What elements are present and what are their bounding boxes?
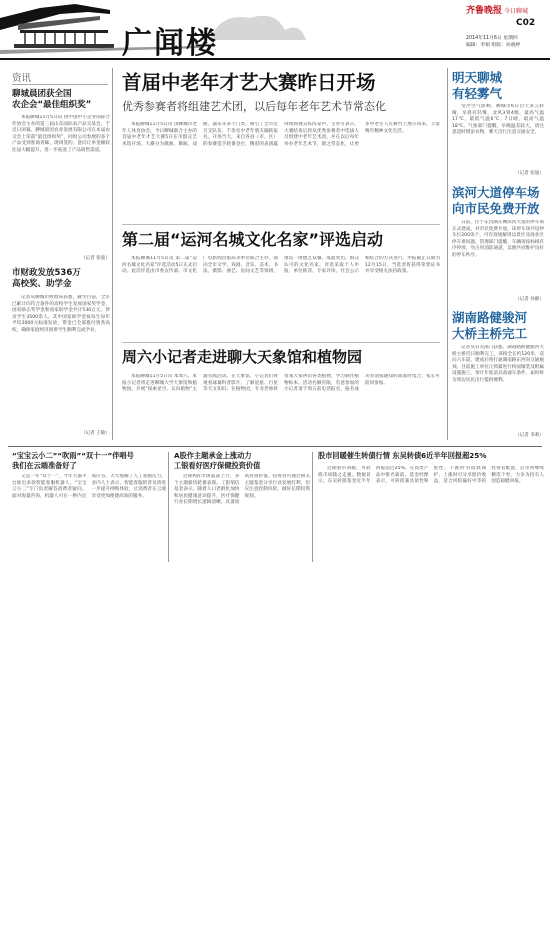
article-text: 本报聊城11月5日讯 本周六，本报小记者将走进聊城大学天象馆和植物园，开展“探索星空、认识植物”主题实践活动。在天象馆，小记者们将观看球幕科普影片，了解星座、行星等天文知识；在植物园，专业老师将带领大家辨识各类植物，学习制作植物标本。活动名额有限，有意参加的小记者请于周五前电话报名，报名成功者请按通知时间准时集合，家长可陪同参加。 xyxy=(122,374,440,393)
divider xyxy=(12,84,108,85)
article-title-award: 聊城晨团获全国 农企会“最佳组织奖” xyxy=(12,89,92,110)
main-subhead: 优秀参赛者将组建艺术团，以后每年老年艺术节常态化 xyxy=(122,100,386,113)
article-title-fund: A股作主题承金上涨动力 工银看好医疗保健投资价值 xyxy=(174,451,261,470)
article-signature: （记者 张迪） xyxy=(514,171,544,176)
column-divider xyxy=(112,68,113,440)
article-signature: （记者 王敏） xyxy=(80,431,110,436)
article-body-award xyxy=(12,115,110,255)
article-title-weather: 明天聊城 有轻雾气 xyxy=(452,70,503,101)
story-body-talent xyxy=(122,122,440,220)
article-title-parking: 滨河大道停车场 向市民免费开放 xyxy=(452,185,540,216)
article-signature: （记者 张迪） xyxy=(80,256,110,261)
article-body-bonds xyxy=(318,466,544,560)
column-divider xyxy=(168,452,169,562)
section-tag: 资讯 xyxy=(12,73,32,84)
paper-sub: 今日聊城 xyxy=(504,8,529,15)
article-title-scholarship: 市财政发放536万 高校奖、助学金 xyxy=(12,268,81,289)
article-title-double11: “宝宝云小二”“吹雨”“双十一”伴唱号 我们在云端准备好了 xyxy=(12,451,134,470)
paper-name-text: 齐鲁晚报 xyxy=(466,6,503,16)
horizontal-rule xyxy=(8,446,542,447)
divider xyxy=(122,224,440,225)
divider xyxy=(122,342,440,343)
article-text: 本报聊城11月5日讯 由聊城市老年人体育协会、今日聊城联合主办的首届中老年才艺大赛5日在市群众艺术馆开场。大赛分为歌曲、舞蹈、戏曲、器乐等多个门类，吸引了全市近百支队伍、千余名中老年朋友踊跃报名。开场当天，来自各县（市、区）的参赛选手轮番登台，精彩的表演赢得现场观众阵阵掌声。主办方表示，大赛结束后将从优秀参赛者中选拔人员组建中老年艺术团，并在以后每年举办老年艺术节，使之常态化，让更多中老年人在舞台上展示风采，丰富晚年精神文化生活。 xyxy=(122,122,440,147)
story-title-culture: 第二届“运河名城文化名家”评选启动 xyxy=(122,230,384,249)
article-body-bridge xyxy=(452,345,544,431)
article-text: 本报聊城11月5日讯 由中国中小企业国际合作协会主办的第三届山东国际农产品交易会，于近日闭幕。聊城晨团农业发展有限公司在本届农交会上荣获“最佳组织奖”，同时公司参展的多个产品受到客商青睐，现场签约、意向订单金额较往届大幅提升，进一步拓宽了产品销售渠道。 xyxy=(12,115,110,153)
story-body-culture xyxy=(122,256,440,338)
page-code: C02 xyxy=(516,18,536,28)
article-title-bridge: 湖南路健骏河 大桥主桥完工 xyxy=(452,310,528,341)
story-body-reporters xyxy=(122,374,440,440)
article-signature: （记者 李莉） xyxy=(514,433,544,438)
publication-date: 2014年11月6日 星期四 xyxy=(466,36,518,41)
article-text: 受冷空气影响，聊城市6日白天多云转晴，早晨有轻雾，北风3到4级，最高气温17℃，最低气温6℃；7日晴，最高气温18℃。气象部门提醒，早晚温差较大，请注意适时增添衣物，雾天出行注意交通安全。 xyxy=(452,104,544,136)
main-headline: 首届中老年才艺大赛昨日开场 xyxy=(122,71,376,94)
story-title-reporters: 周六小记者走进聊大天象馆和植物园 xyxy=(122,348,363,366)
paper-name xyxy=(466,3,528,16)
column-divider xyxy=(447,68,448,440)
editors-line: 编辑：李娟 组版：孙晓婷 xyxy=(466,43,521,48)
article-text: 记者从聊城市财政局获悉，截至目前，全市已累计向符合条件的高校学生发放国家奖学金、国家励志奖学金和国家助学金共计536万元，涉及学生3500余人。其中国家助学金按每生每年平均2000元标准发放，资金已全部拨付到各高校，确保家庭经济困难学生顺利完成学业。 xyxy=(12,295,110,333)
article-text: 又是一年“双十一”，今年天猫平台推出多款智能客服机器人，“宝宝云小二”专门负责解答消费者疑问。面对海量咨询，机器人可在一秒内完成应答，大大缓解了人工客服压力。业内人士表示，智能客服的普及将进一步提升网购体验，让消费者在云端享受更加便捷高效的服务。 xyxy=(12,474,166,499)
article-body-weather xyxy=(452,104,544,168)
article-text: 记者从有关部门获悉，湖南路跨健骏河大桥主桥近日顺利完工。该桥全长约120米，双向六车道，建成后将打通湖南路东西向交通瓶颈。目前施工单位正抓紧进行桥面铺装及附属设施施工，预计年底前具备通车条件，届时将为周边居民出行提供便利。 xyxy=(452,345,544,383)
article-body-double11 xyxy=(12,474,166,560)
article-signature: （记者 孙静） xyxy=(514,297,544,302)
masthead xyxy=(0,0,550,64)
article-text: 日前，位于东昌湖东侧滨河大道的停车场正式建成，对市民免费开放。该停车场共设停车位200余个，可有效缓解周边景区及商业区停车难问题。管理部门提醒，车辆请按标线有序停放，勿占用消防通道，以便共同维护良好的停车秩序。 xyxy=(452,220,544,258)
article-body-fund xyxy=(174,474,310,560)
article-body-parking xyxy=(452,220,544,294)
article-title-bonds: 股市回暖催生转债行情 东吴转债6近半年回报超25% xyxy=(318,451,487,460)
article-body-scholarship xyxy=(12,295,110,430)
article-text: 本报聊城11月5日讯 第二届“运河名城文化名家”评选活动5日正式启动。此次评选由市委宣传部、市文化广电新闻出版局等单位联合主办，面向全市文学、戏剧、音乐、美术、书法、摄影、曲艺、民间文艺等领域，推选一批德艺双馨、成就突出、群众认可的文化名家。评选采取个人申报、单位推荐、专家评审、社会公示相结合的方式进行，申报截止日期为12月15日，当选者将获得荣誉证书并享受相关扶持政策。 xyxy=(122,256,440,275)
article-text: 近期股市回暖，可转债市场随之走强。数据显示，东吴转债基金近半年回报超过25%，在同类产品中排名靠前。基金经理表示，可转债兼具债性和股性，下跌时有债底保护，上涨时可分享股价收益，适合风险偏好中等的投资者配置，后市将继续精选个券，力争为持有人创造稳健回报。 xyxy=(318,466,544,485)
section-title: 广闻楼 xyxy=(122,26,218,61)
article-text: 近期A股市场震荡上行，多个主题板块轮番表现。工银瑞信基金表示，随着人口老龄化加快和居民健康意识提升，医疗保健行业长期增长逻辑清晰，具备较高投资价值。投资者可通过相关主题基金分享行业发展红利，但应注意控制风险，做好长期投资规划。 xyxy=(174,474,310,506)
column-divider xyxy=(312,452,313,562)
